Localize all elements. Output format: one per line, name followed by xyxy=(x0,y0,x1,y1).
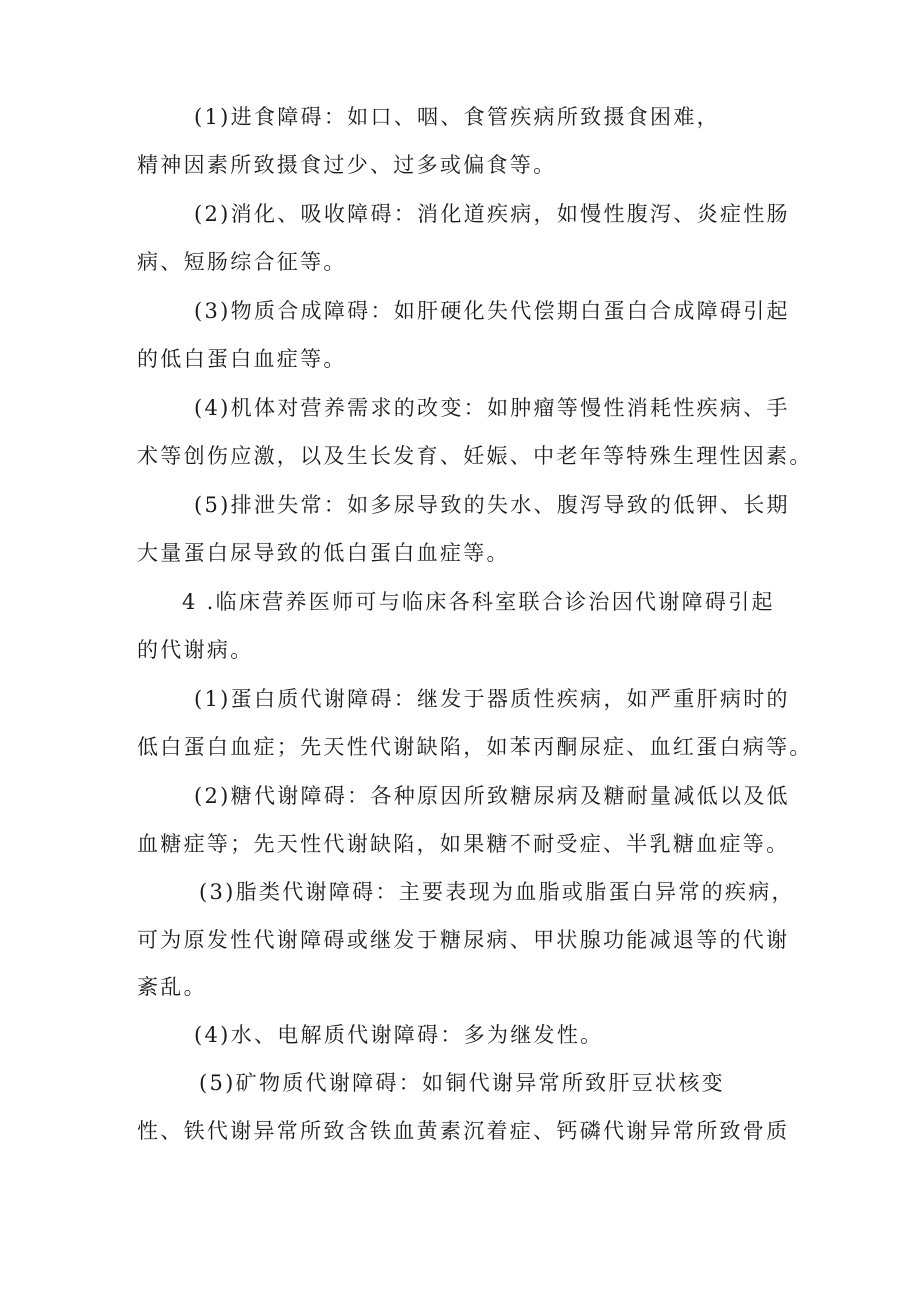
text-line: (2)消化、吸收障碍：消化道疾病，如慢性腹泻、炎症性肠 xyxy=(194,202,790,226)
text-line: 精神因素所致摄食过少、过多或偏食等。 xyxy=(137,153,557,177)
text-line: 4 .临床营养医师可与临床各科室联合诊治因代谢障碍引起 xyxy=(182,590,775,614)
text-line: 低白蛋白血症；先天性代谢缺陷，如苯丙酮尿症、血红蛋白病等。 xyxy=(137,735,813,759)
text-line: (1)进食障碍：如口、咽、食管疾病所致摄食困难， xyxy=(194,105,720,129)
text-line: 紊乱。 xyxy=(137,975,207,999)
text-line: (3)物质合成障碍：如肝硬化失代偿期白蛋白合成障碍引起 xyxy=(194,299,790,323)
text-line: (1)蛋白质代谢障碍：继发于器质性疾病，如严重肝病时的 xyxy=(194,687,790,711)
text-line: 的代谢病。 xyxy=(137,638,254,662)
text-line: (5)排泄失常：如多尿导致的失水、腹泻导致的低钾、长期 xyxy=(194,493,790,517)
text-line: (2)糖代谢障碍：各种原因所致糖尿病及糖耐量减低以及低 xyxy=(194,784,790,808)
text-line: 的低白蛋白血症等。 xyxy=(137,347,347,371)
text-line: 病、短肠综合征等。 xyxy=(137,250,347,274)
text-line: 可为原发性代谢障碍或继发于糖尿病、甲状腺功能减退等的代谢 xyxy=(137,928,790,952)
text-line: 大量蛋白尿导致的低白蛋白血症等。 xyxy=(137,541,510,565)
text-line: 血糖症等；先天性代谢缺陷，如果糖不耐受症、半乳糖血症等。 xyxy=(137,832,790,856)
text-line: (4)水、电解质代谢障碍：多为继发性。 xyxy=(194,1023,604,1047)
text-line: (5)矿物质代谢障碍：如铜代谢异常所致肝豆状核变 xyxy=(199,1071,725,1095)
text-line: 性、铁代谢异常所致含铁血黄素沉着症、钙磷代谢异常所致骨质 xyxy=(137,1119,790,1143)
text-line: (4)机体对营养需求的改变：如肿瘤等慢性消耗性疾病、手 xyxy=(194,396,790,420)
text-line: 术等创伤应激，以及生长发育、妊娠、中老年等特殊生理性因素。 xyxy=(137,444,813,468)
text-line: (3)脂类代谢障碍：主要表现为血脂或脂蛋白异常的疾病， xyxy=(199,880,795,904)
